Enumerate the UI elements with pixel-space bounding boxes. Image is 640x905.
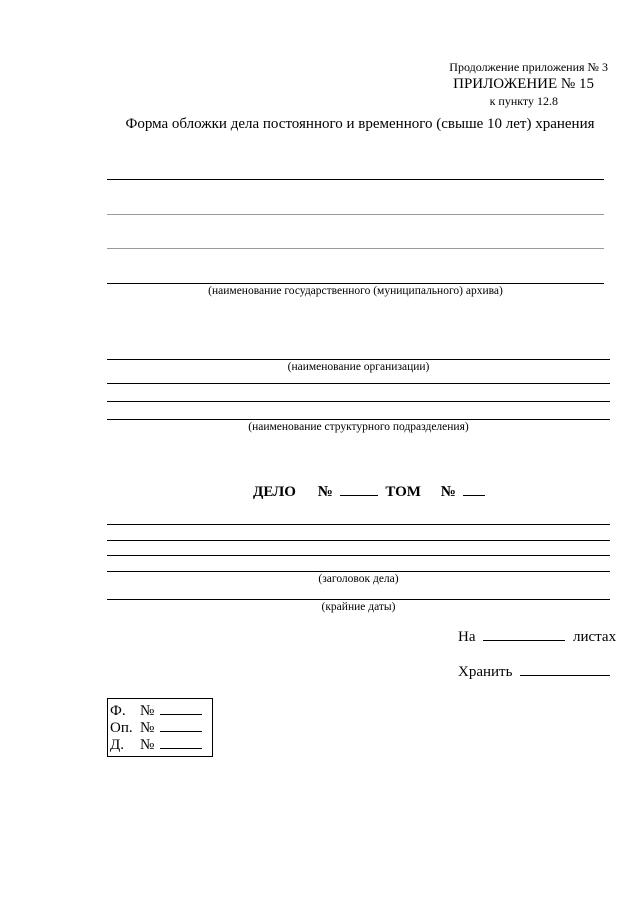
appendix-clause: к пункту 12.8 <box>489 94 558 108</box>
department-caption: (наименование структурного подразделения) <box>248 421 469 433</box>
heading-line-2 <box>107 540 610 541</box>
dates-line <box>107 599 610 600</box>
stamp-fund-num: № <box>140 703 155 719</box>
case-number-sign: № <box>317 484 333 500</box>
dates-caption: (крайние даты) <box>321 601 396 613</box>
sheets-prefix: На <box>458 629 476 645</box>
keep-label: Хранить <box>458 664 513 680</box>
department-line-3 <box>107 419 610 420</box>
department-line-1 <box>107 383 610 384</box>
archive-caption: (наименование государственного (муниципального) архива) <box>208 285 503 297</box>
volume-number-blank <box>463 495 485 496</box>
stamp-row-file <box>108 737 212 754</box>
keep-field <box>458 664 610 681</box>
archive-line-2 <box>107 214 604 215</box>
volume-label: ТОМ <box>385 484 421 500</box>
case-label: ДЕЛО <box>253 484 296 500</box>
stamp-file-label: Д. <box>110 737 124 753</box>
appendix-number: ПРИЛОЖЕНИЕ № 15 <box>453 76 594 92</box>
stamp-fund-label: Ф. <box>110 703 126 719</box>
sheets-blank <box>483 640 565 641</box>
department-line-2 <box>107 401 610 402</box>
continuation-note: Продолжение приложения № 3 <box>449 60 608 74</box>
stamp-row-fund <box>108 699 212 720</box>
organization-line <box>107 359 610 360</box>
stamp-inventory-num: № <box>140 720 155 736</box>
sheets-field <box>458 629 616 646</box>
archive-line-3 <box>107 248 604 249</box>
case-number-blank <box>340 495 378 496</box>
volume-number-sign: № <box>440 484 456 500</box>
stamp-fund-blank <box>160 714 202 715</box>
archive-line-4 <box>107 283 604 284</box>
heading-line-3 <box>107 555 610 556</box>
stamp-file-blank <box>160 748 202 749</box>
case-heading-caption: (заголовок дела) <box>318 573 399 585</box>
heading-line-1 <box>107 524 610 525</box>
stamp-inventory-label: Оп. <box>110 720 133 736</box>
stamp-row-inventory <box>108 720 212 737</box>
heading-line-4 <box>107 571 610 572</box>
sheets-suffix: листах <box>573 629 617 645</box>
archive-stamp-box <box>107 698 213 757</box>
stamp-inventory-blank <box>160 731 202 732</box>
organization-caption: (наименование организации) <box>287 361 430 373</box>
archive-line-1 <box>107 179 604 180</box>
case-volume-line <box>253 484 485 501</box>
form-title: Форма обложки дела постоянного и временного (свыше 10 лет) хранения <box>125 116 595 132</box>
keep-blank <box>520 675 610 676</box>
stamp-file-num: № <box>140 737 155 753</box>
